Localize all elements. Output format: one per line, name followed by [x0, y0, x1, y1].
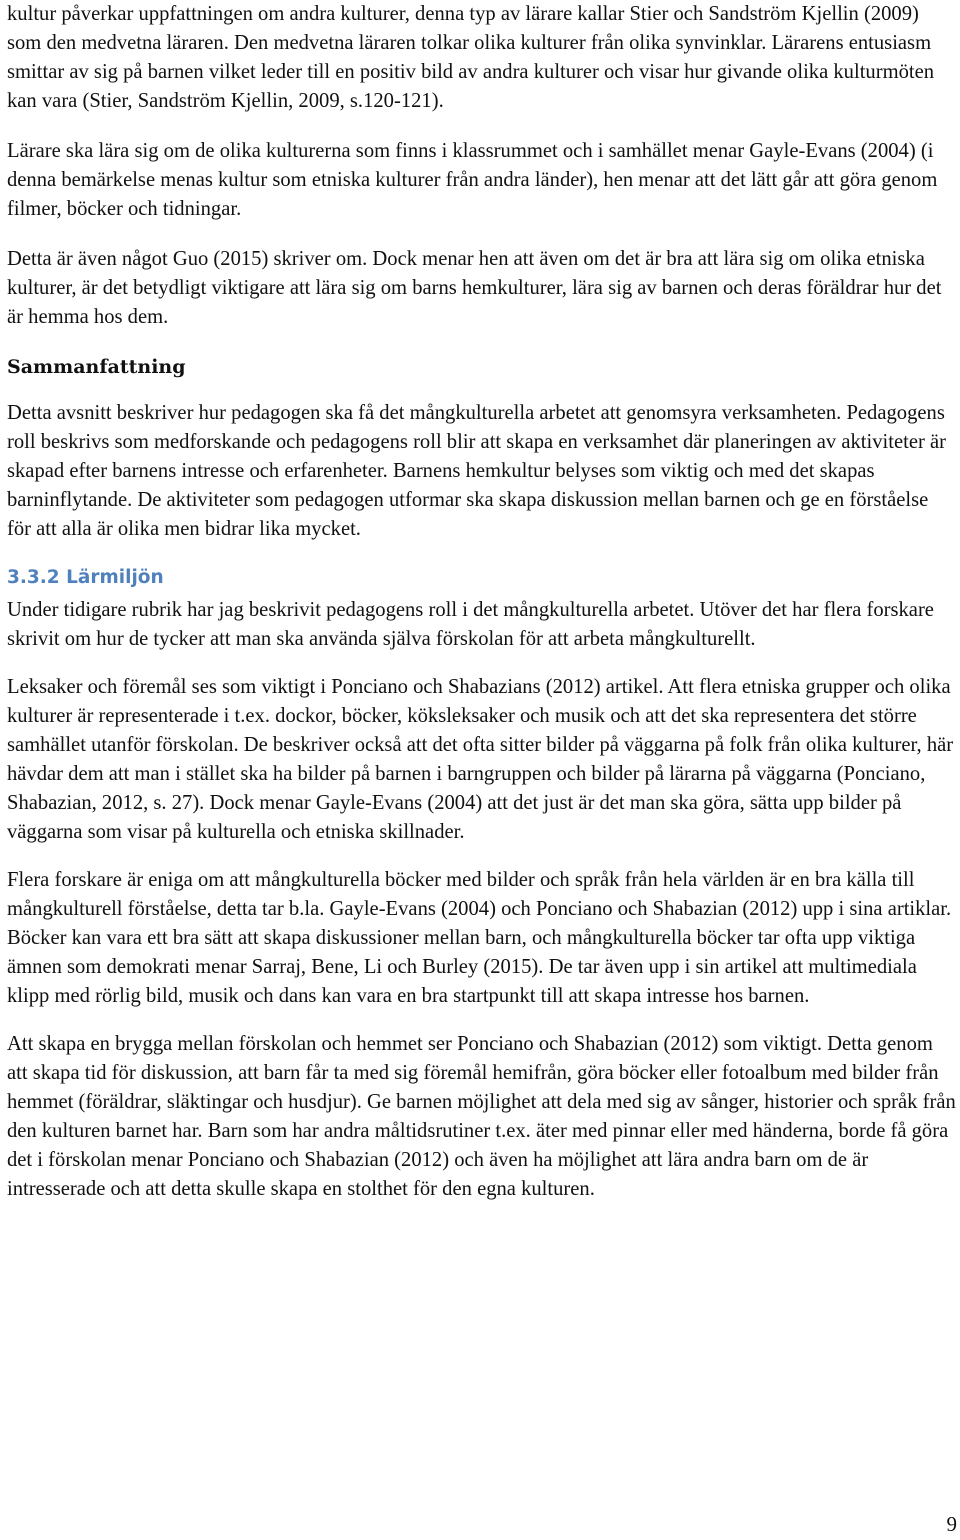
document-page [7, 0, 957, 1204]
paragraph-leksaker: Leksaker och föremål ses som viktigt i Ponciano och Shabazians (2012) artikel. Att flera etniska grupper och olika kulturer är representerade i t.ex. dockor, böcker, köksleksaker och musik och att det ska representera det större samhället utanför förskolan. De beskriver också att det ofta sitter bilder på väggarna på folk från olika kulturer, här hävdar dem att man i stället ska ha bilder på barnen i barngruppen och bilder på lärarna på väggarna (Ponciano, Shabazian, 2012, s. 27). Dock menar Gayle-Evans (2004) att det just är det man ska göra, sätta upp bilder på väggarna som visar på kulturella och etniska skillnader. [7, 676, 954, 843]
paragraph-medvetna-lararen: kultur påverkar uppfattningen om andra kulturer, denna typ av lärare kallar Stier och Sandström Kjellin (2009) som den medvetna läraren. Den medvetna läraren tolkar olika kulturer från olika synvinklar. Lärarens entusiasm smittar av sig på barnen vilket leder till en positiv bild av andra kulturer och visar hur givande olika kulturmöten kan vara (Stier, Sandström Kjellin, 2009, s.120-121). [7, 3, 935, 112]
section-heading-larmiljon: 3.3.2 Lärmiljön [7, 567, 164, 588]
paragraph-summary: Detta avsnitt beskriver hur pedagogen ska få det mångkulturella arbetet att genomsyra verksamheten. Pedagogens roll beskrivs som medforskande och pedagogens roll blir att skapa en verksamhet där planeringen av aktiviteter är skapad efter barnens intresse och erfarenheter. Barnens hemkultur belyses som viktig och med det skapas barninflytande. De aktiviteter som pedagogen utformar ska skapa diskussion mellan barnen och ge en förståelse för att alla är olika men bidrar lika mycket. [7, 402, 946, 540]
paragraph-larmiljon-intro: Under tidigare rubrik har jag beskrivit pedagogens roll i det mångkulturella arbetet. Utöver det har flera forskare skrivit om hur de tycker att man ska använda själva förskolan för att arbeta mångkulturellt. [7, 599, 934, 650]
page-number: 9 [946, 1512, 957, 1536]
paragraph-brygga: Att skapa en brygga mellan förskolan och hemmet ser Ponciano och Shabazian (2012) som viktigt. Detta genom att skapa tid för diskussion, att barn får ta med sig föremål hemifrån, göra böcker eller fotoalbum med bilder från hemmet (föräldrar, släktingar och husdjur). Ge barnen möjlighet att dela med sig av sånger, historier och språk från den kulturen barnet har. Barn som har andra måltidsrutiner t.ex. äter med pinnar eller med händerna, borde få göra det i förskolan menar Ponciano och Shabazian (2012) och även ha möjlighet att lära andra barn om de är intresserade och att detta skulle skapa en stolthet för den egna kulturen. [7, 1033, 956, 1200]
paragraph-gayle-evans: Lärare ska lära sig om de olika kulturerna som finns i klassrummet och i samhället menar Gayle-Evans (2004) (i denna bemärkelse menas kultur som etniska kulturer från andra länder), hen menar att det lätt går att göra genom filmer, böcker och tidningar. [7, 140, 938, 220]
paragraph-bocker: Flera forskare är eniga om att mångkulturella böcker med bilder och språk från hela världen är en bra källa till mångkulturell förståelse, detta tar b.la. Gayle-Evans (2004) och Ponciano och Shabazian (2012) upp i sina artiklar. Böcker kan vara ett bra sätt att skapa diskussioner mellan barn, och mångkulturella böcker tar ofta upp viktiga ämnen som demokrati menar Sarraj, Bene, Li och Burley (2015). De tar även upp i sin artikel att multimediala klipp med rörlig bild, musik och dans kan vara en bra startpunkt till att skapa intresse hos barnen. [7, 869, 952, 1007]
summary-heading: Sammanfattning [7, 356, 186, 378]
paragraph-guo: Detta är även något Guo (2015) skriver om. Dock menar hen att även om det är bra att lära sig om olika etniska kulturer, är det betydligt viktigare att lära sig om barns hemkulturer, lära sig av barnen och deras föräldrar hur det är hemma hos dem. [7, 248, 942, 328]
